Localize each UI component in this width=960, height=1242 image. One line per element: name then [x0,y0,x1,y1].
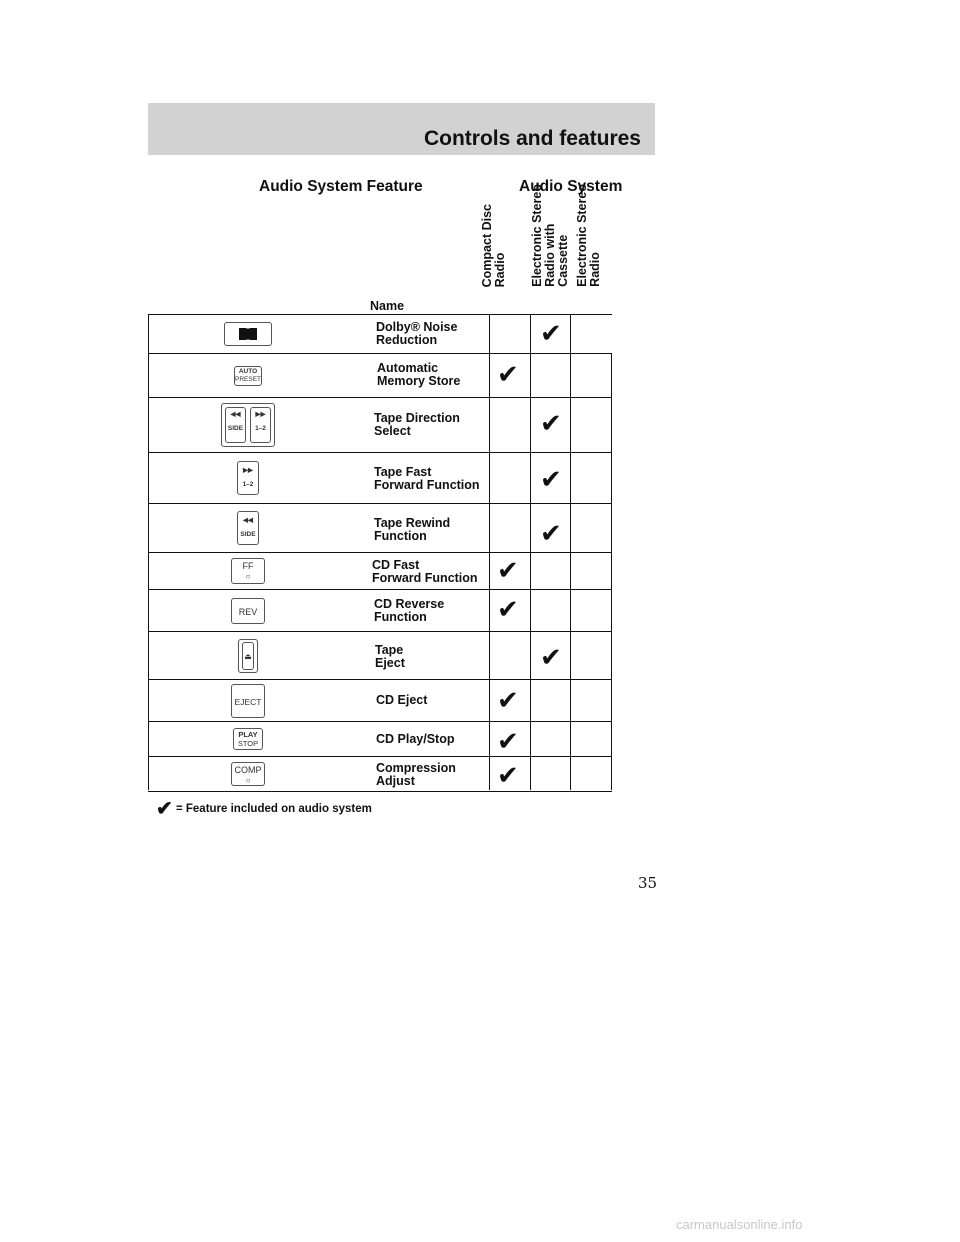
legend-text: = Feature included on audio system [175,803,372,816]
system-header-cassette-radio: Electronic Stereo Radio with Cassette [530,184,570,287]
system-header-cd-radio: Compact Disc Radio [480,203,507,287]
check-mark: ✔ [540,464,562,494]
table-row [148,314,612,353]
feature-name: Tape Direction Select [374,411,460,438]
tape-ff-button-icon: ▶▶ 1–2 [148,453,348,503]
feature-column-title: Audio System Feature [259,178,423,195]
check-mark: ✔ [497,726,519,756]
check-mark: ✔ [497,594,519,624]
check-mark: ✔ [497,685,519,715]
system-header-stereo-radio: Electronic Stereo Radio [575,184,602,287]
legend [156,796,372,822]
ff-button-icon: FF ○ [148,553,348,589]
table-row [148,452,612,503]
rev-button-icon: REV [148,590,348,631]
feature-table [148,314,612,792]
feature-name: Tape Fast Forward Function [374,465,480,492]
grid-line [530,314,531,790]
feature-name: Tape Rewind Function [374,516,451,543]
table-row [148,756,612,792]
page-number: 35 [638,874,658,892]
feature-name: CD Play/Stop [376,732,455,746]
play-stop-button-icon: PLAY STOP [148,722,348,756]
check-mark: ✔ [497,760,519,790]
tape-direction-buttons-icon: ◀◀ SIDE ▶▶ 1–2 [148,398,348,452]
page-title: Controls and features [423,127,641,150]
check-mark: ✔ [540,408,562,438]
feature-name: Dolby® Noise Reduction [376,320,458,347]
header-band [148,103,655,155]
comp-button-icon: COMP ○ [148,757,348,791]
feature-name: CD Eject [376,693,428,707]
feature-name: Compression Adjust [376,761,456,788]
eject-button-icon: EJECT [148,680,348,721]
auto-preset-button-icon: AUTO PRESET [148,354,348,397]
check-mark: ✔ [540,518,562,548]
feature-name: CD Fast Forward Function [372,558,478,585]
grid-line [570,314,571,790]
check-mark: ✔ [156,798,173,820]
table-row [148,397,612,452]
name-column-label: Name [370,299,405,313]
feature-name: CD Reverse Function [374,597,445,624]
table-row [148,679,612,721]
tape-rewind-button-icon: ◀◀ SIDE [148,504,348,552]
feature-name: Automatic Memory Store [377,361,461,388]
dolby-icon [148,315,348,353]
grid-line [489,314,490,790]
table-row [148,589,612,631]
table-row [148,353,612,397]
grid-line [148,314,149,790]
check-mark: ✔ [497,555,519,585]
tape-eject-button-icon: ⏏ [148,632,348,679]
watermark: carmanualsonline.info [676,1217,803,1232]
table-row [148,721,612,756]
feature-name: Tape Eject [375,643,405,670]
check-mark: ✔ [540,318,562,348]
table-row [148,552,612,589]
grid-line [611,353,612,790]
table-row [148,631,612,679]
system-column-title: Audio System [519,178,623,195]
check-mark: ✔ [540,642,562,672]
table-row [148,503,612,552]
check-mark: ✔ [497,359,519,389]
